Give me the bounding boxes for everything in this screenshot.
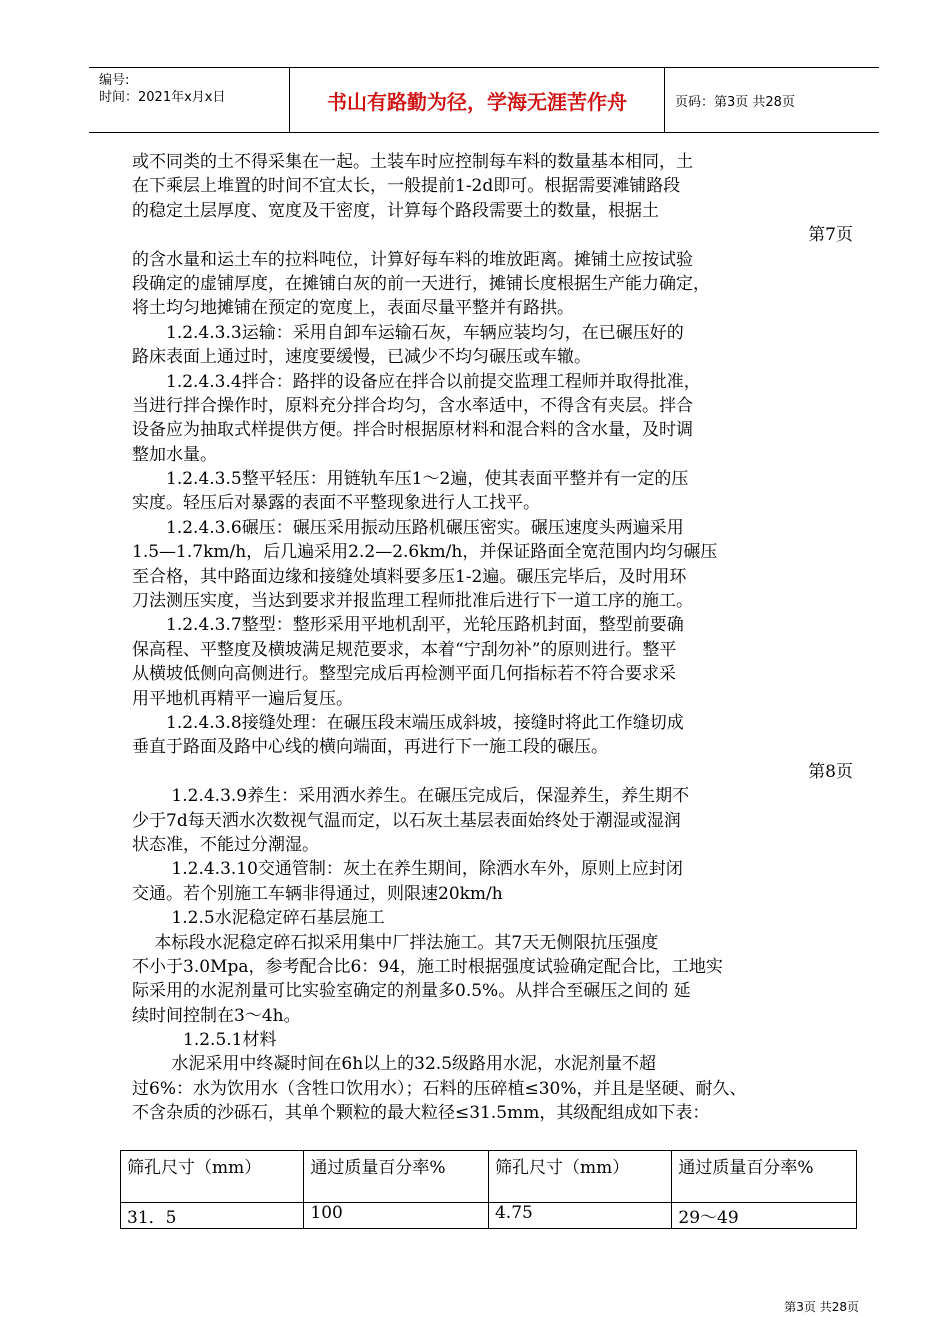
text-line: 不含杂质的沙砾石，其单个颗粒的最大粒径≤31.5mm，其级配组成如下表： bbox=[132, 1103, 710, 1124]
table-header-cell: 筛孔尺寸（mm） bbox=[121, 1151, 304, 1203]
text-line: 的含水量和运土车的拉料吨位，计算好每车料的堆放距离。摊铺土应按试验 bbox=[132, 249, 693, 270]
text-line: 刀法测压实度，当达到要求并报监理工程师批准后进行下一道工序的施工。 bbox=[132, 591, 693, 612]
document-body bbox=[132, 150, 857, 1126]
page-header bbox=[89, 67, 879, 133]
header-page-info: 页码：第3页 共28页 bbox=[675, 94, 795, 110]
text-line: 设备应为抽取式样提供方便。拌合时根据原材料和混合料的含水量，及时调 bbox=[132, 420, 693, 441]
page-marker: 第7页 bbox=[808, 225, 853, 246]
text-line: 将土均匀地摊铺在预定的宽度上，表面尽量平整并有路拱。 bbox=[132, 298, 574, 319]
text-line: 交通。若个别施工车辆非得通过，则限速20km/h bbox=[132, 883, 503, 904]
text-line: 际采用的水泥剂量可比实验室确定的剂量多0.5%。从拌合至碾压之间的 延 bbox=[132, 981, 691, 1002]
text-line: 整加水量。 bbox=[132, 444, 217, 465]
text-line: 1.2.4.3.10交通管制：灰土在养生期间，除洒水车外，原则上应封闭 bbox=[132, 859, 683, 880]
text-line: 保高程、平整度及横坡满足规范要求，本着“宁刮勿补”的原则进行。整平 bbox=[132, 639, 677, 660]
number-label: 编号: bbox=[99, 73, 130, 88]
text-line: 或不同类的土不得采集在一起。土装车时应控制每车料的数量基本相同，土 bbox=[132, 152, 693, 172]
table-header-row bbox=[121, 1151, 857, 1203]
text-line: 1.2.5.1材料 bbox=[132, 1030, 277, 1051]
text-line: 用平地机再精平一遍后复压。 bbox=[132, 688, 353, 709]
text-line: 至合格，其中路面边缘和接缝处填料要多压1-2遍。碾压完毕后，及时用环 bbox=[132, 566, 687, 587]
text-line: 1.2.4.3.3运输：采用自卸车运输石灰，车辆应装均匀，在已碾压好的 bbox=[132, 322, 684, 343]
text-line: 1.5—1.7km/h，后几遍采用2.2—2.6km/h，并保证路面全宽范围内均匀碾压 bbox=[132, 542, 718, 563]
text-line: 垂直于路面及路中心线的横向端面，再进行下一施工段的碾压。 bbox=[132, 737, 608, 758]
text-line: 1.2.4.3.7整型：整形采用平地机刮平，光轮压路机封面，整型前要确 bbox=[132, 615, 684, 636]
table-header-cell: 通过质量百分率% bbox=[672, 1151, 857, 1203]
table-cell: 29～49 bbox=[672, 1203, 857, 1229]
text-line: 1.2.5水泥稳定碎石基层施工 bbox=[132, 908, 385, 929]
header-motto: 书山有路勤为径，学海无涯苦作舟 bbox=[290, 68, 665, 132]
text-line: 当进行拌合操作时，原料充分拌合均匀，含水率适中，不得含有夹层。拌合 bbox=[132, 395, 693, 416]
table-header-cell: 通过质量百分率% bbox=[304, 1151, 489, 1203]
grading-table bbox=[120, 1150, 857, 1229]
text-line: 1.2.4.3.4拌合：路拌的设备应在拌合以前提交监理工程师并取得批准， bbox=[132, 371, 701, 392]
text-line: 1.2.4.3.6碾压：碾压采用振动压路机碾压密实。碾压速度头两遍采用 bbox=[132, 517, 684, 538]
text-line: 的稳定土层厚度、宽度及干密度，计算每个路段需要土的数量，根据土 bbox=[132, 200, 659, 221]
table-row bbox=[121, 1203, 857, 1229]
page-marker: 第8页 bbox=[808, 761, 853, 782]
time-label: 时间：2021年x月x日 bbox=[99, 90, 226, 105]
text-line: 本标段水泥稳定碎石拟采用集中厂拌法施工。其7天无侧限抗压强度 bbox=[132, 932, 659, 953]
table-cell: 31．5 bbox=[121, 1203, 304, 1229]
text-line: 1.2.4.3.9养生：采用洒水养生。在碾压完成后，保湿养生，养生期不 bbox=[132, 786, 690, 807]
table-cell: 100 bbox=[304, 1203, 489, 1229]
text-line: 从横坡低侧向高侧进行。整型完成后再检测平面几何指标若不符合要求采 bbox=[132, 664, 676, 685]
text-line: 水泥采用中终凝时间在6h以上的32.5级路用水泥，水泥剂量不超 bbox=[132, 1054, 657, 1075]
text-line: 实度。轻压后对暴露的表面不平整现象进行人工找平。 bbox=[132, 493, 540, 514]
table-cell: 4.75 bbox=[488, 1203, 671, 1229]
text-line: 1.2.4.3.8接缝处理：在碾压段末端压成斜坡，接缝时将此工作缝切成 bbox=[132, 712, 684, 733]
page-footer: 第3页 共28页 bbox=[784, 1300, 859, 1314]
table-header-cell: 筛孔尺寸（mm） bbox=[488, 1151, 671, 1203]
text-line: 段确定的虚铺厚度，在摊铺白灰的前一天进行，摊铺长度根据生产能力确定， bbox=[132, 273, 710, 294]
text-line: 状态准，不能过分潮湿。 bbox=[132, 834, 319, 855]
text-line: 过6%：水为饮用水（含牲口饮用水）；石料的压碎植≤30%，并且是坚硬、耐久、 bbox=[132, 1078, 747, 1099]
text-line: 在下乘层上堆置的时间不宜太长，一般提前1-2d即可。根据需要滩铺路段 bbox=[132, 176, 681, 197]
text-line: 少于7d每天洒水次数视气温而定，以石灰土基层表面始终处于潮湿或湿润 bbox=[132, 810, 681, 831]
text-line: 不小于3.0Mpa，参考配合比6：94，施工时根据强度试验确定配合比，工地实 bbox=[132, 956, 723, 977]
text-line: 路床表面上通过时，速度要缓慢，已减少不均匀碾压或车辙。 bbox=[132, 347, 591, 368]
text-line: 1.2.4.3.5整平轻压：用链轨车压1～2遍，使其表面平整并有一定的压 bbox=[132, 469, 689, 490]
header-meta bbox=[89, 68, 290, 132]
text-line: 续时间控制在3～4h。 bbox=[132, 1005, 301, 1026]
